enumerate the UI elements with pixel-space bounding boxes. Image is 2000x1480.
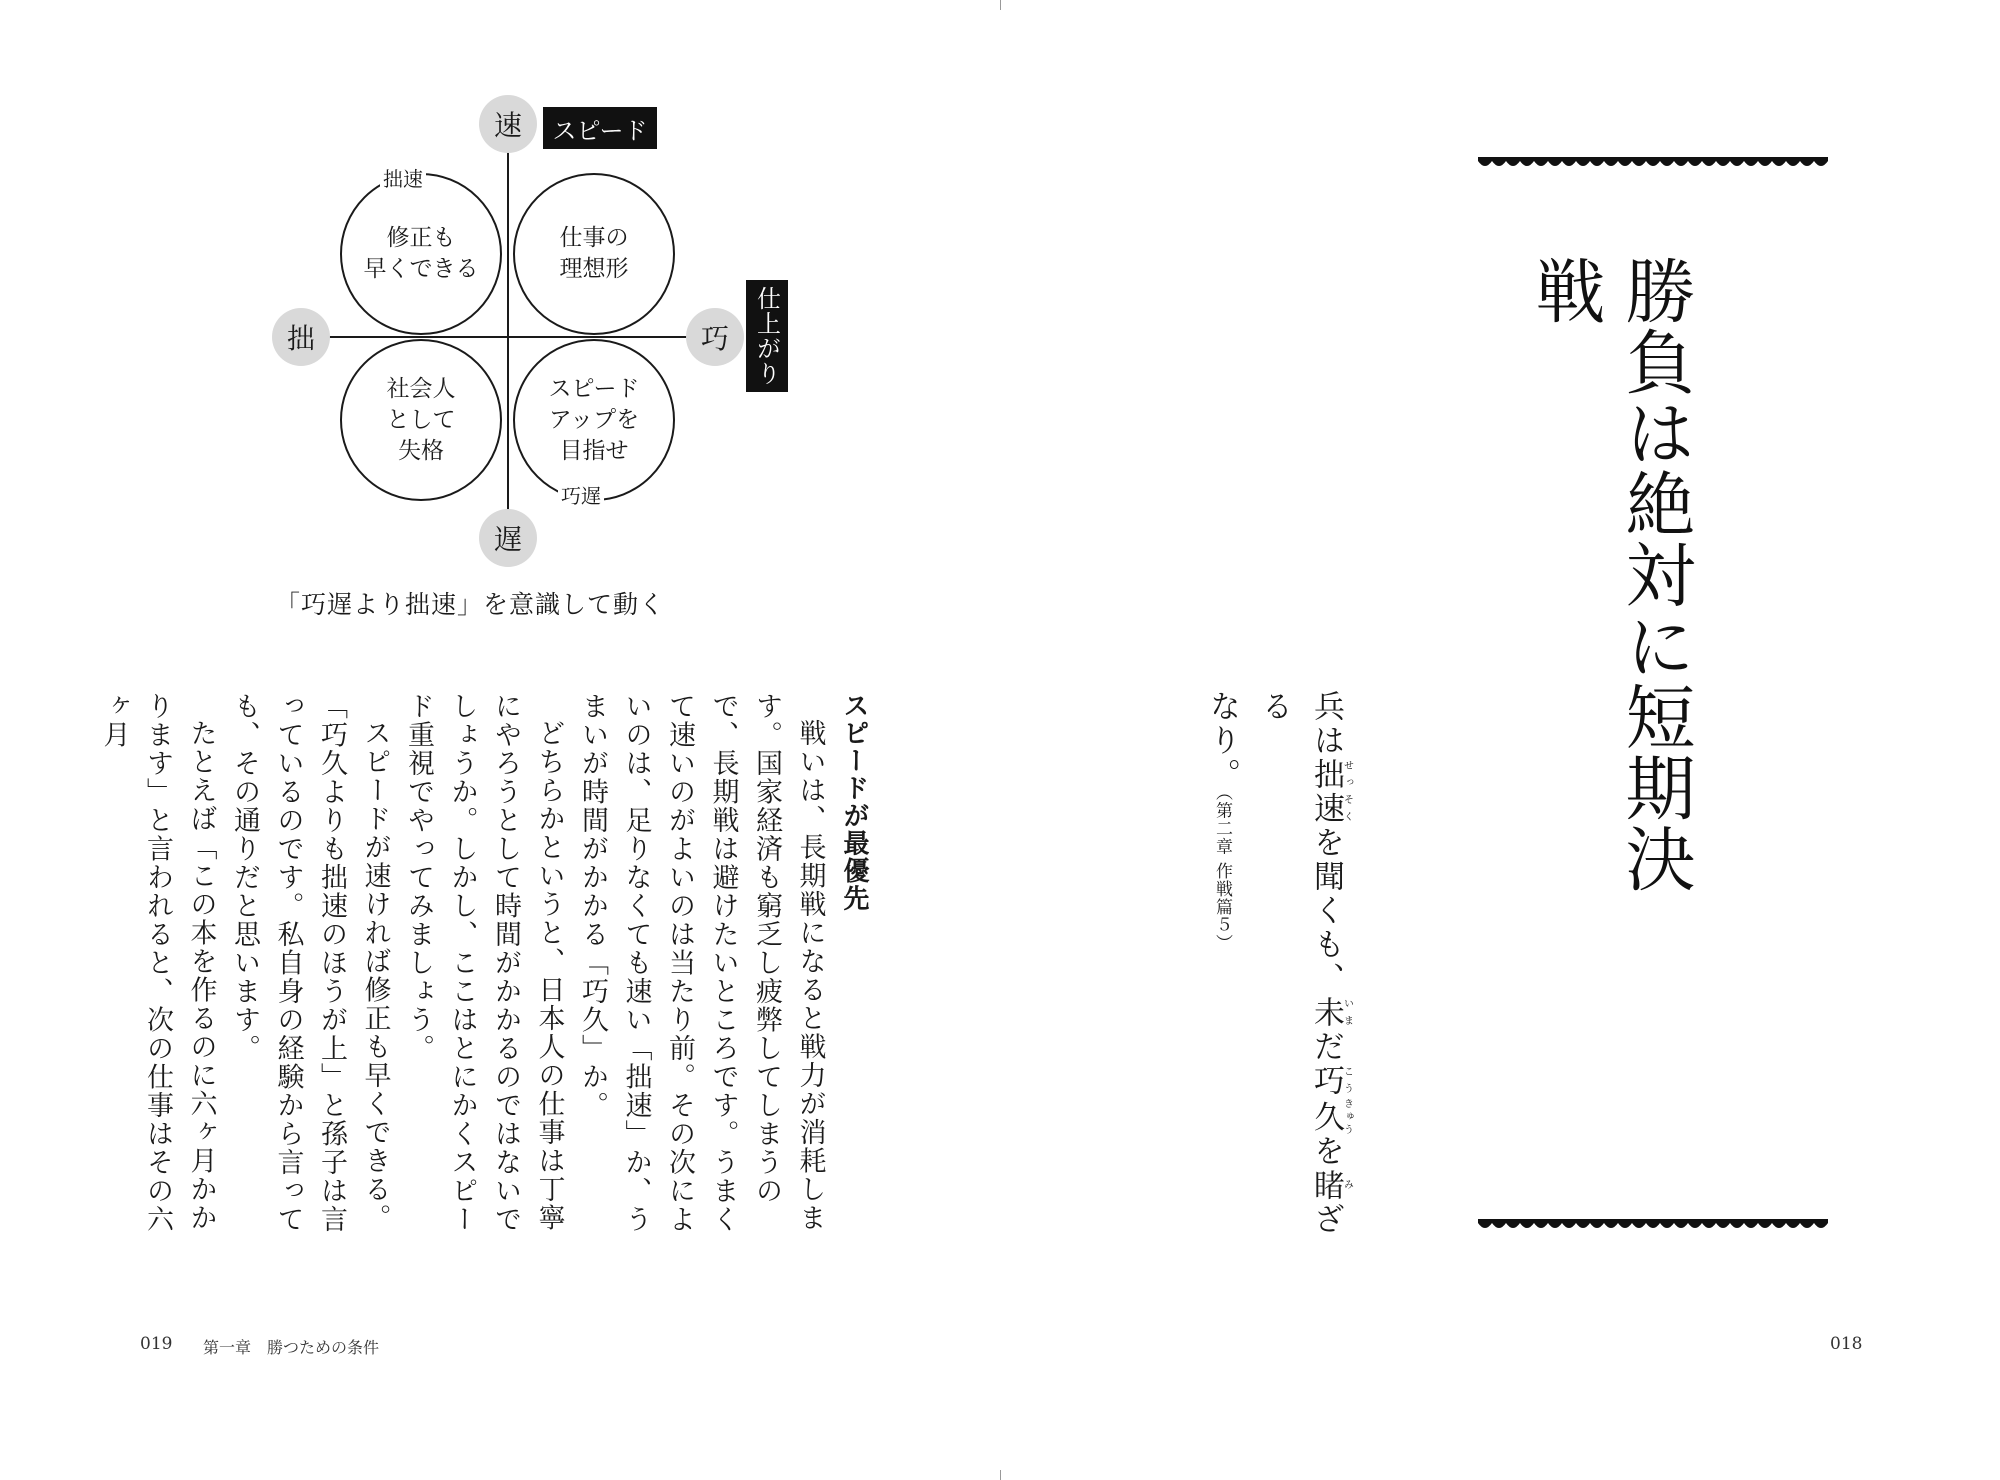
- arc-label-setsusoku: 拙速: [380, 163, 426, 192]
- crop-mark-top: [1000, 0, 1001, 10]
- axis-label-finish: 仕上がり: [746, 280, 788, 392]
- arc-label-koucho: 巧遅: [558, 480, 604, 509]
- diagram-caption: 「巧遅より拙速」を意識して動く: [274, 590, 665, 619]
- quote-text-end: なり。: [1204, 690, 1240, 792]
- sun-tzu-quote: [1204, 690, 1353, 1250]
- ornament-top: [1478, 157, 1828, 171]
- section-heading: スピードが最優先: [839, 692, 869, 912]
- vertical-axis: [507, 130, 509, 530]
- pole-slow: 遅: [479, 509, 537, 567]
- horizontal-axis: [305, 336, 715, 338]
- quote-source: （第二章 作戦篇５）: [1212, 792, 1232, 952]
- body-paragraph: スピードが速ければ修正も早くできる。「巧久よりも拙速のほうが上」と孫子は言っているのです。私自身の経験から言っても、その通りだと思います。: [229, 692, 391, 1234]
- quadrant-bottom-right: スピード アップを 目指せ: [513, 339, 675, 501]
- page-number-left: 019: [140, 1334, 173, 1354]
- body-paragraph: 戦いは、長期戦になると戦力が消耗します。国家経済も窮乏し疲弊してしまうので、長期戦は避けたいところです。うまくて速いのがよいのは当たり前。その次によいのは、足りなくても速い「拙速」か、うまいが時間がかかる「巧久」か。: [577, 692, 826, 1234]
- body-paragraph: たとえば「この本を作るのに六ヶ月かかります」と言われると、次の仕事はその六ヶ月: [98, 692, 217, 1234]
- speed-quality-diagram: [260, 95, 820, 595]
- page-number-right: 018: [1830, 1334, 1863, 1354]
- quadrant-top-right: 仕事の 理想形: [513, 173, 675, 335]
- ornament-bottom: [1478, 1219, 1828, 1233]
- pole-fast: 速: [479, 95, 537, 153]
- body-paragraph: どちらかというと、日本人の仕事は丁寧にやろうとして時間がかかるのではないでしょうか。しかし、ここはとにかくスピード重視でやってみましょう。: [403, 692, 565, 1234]
- pole-clumsy: 拙: [272, 308, 330, 366]
- axis-label-speed: スピード: [543, 107, 657, 149]
- crop-mark-bottom: [1000, 1470, 1001, 1480]
- running-head: 第一章 勝つための条件: [203, 1338, 380, 1357]
- pole-skillful: 巧: [686, 308, 744, 366]
- quote-text: 兵は拙せっ速そくを聞くも、未いまだ巧こう久きゅうを睹みざる: [1256, 690, 1353, 1237]
- quadrant-top-left: 修正も 早くできる: [340, 173, 502, 335]
- quadrant-bottom-left: 社会人 として 失格: [340, 339, 502, 501]
- chapter-title: 勝負は絶対に短期決戦: [1524, 255, 1696, 894]
- body-text: [98, 692, 875, 1252]
